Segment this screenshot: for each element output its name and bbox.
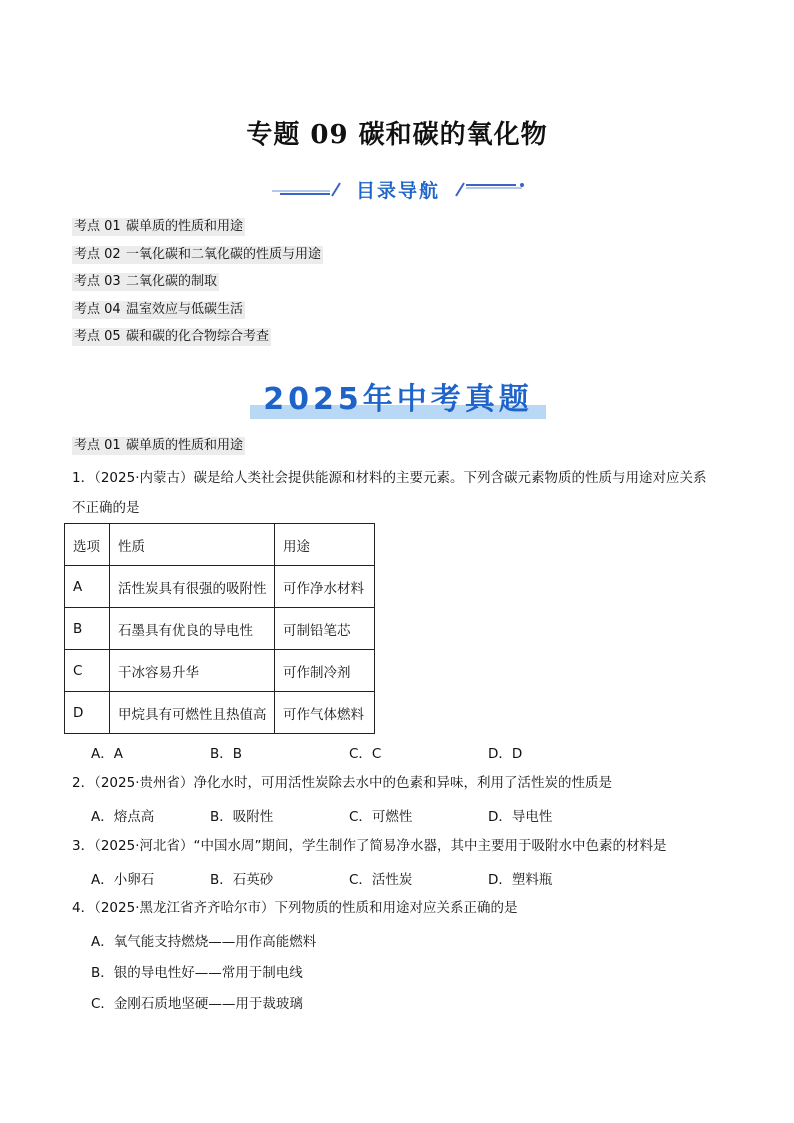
table-row	[65, 650, 375, 692]
toc-item[interactable]	[72, 218, 323, 246]
toc-text: 二氧化碳的制取	[126, 274, 218, 289]
table-row	[65, 566, 375, 608]
section-heading	[72, 434, 245, 453]
question-2-stem: 2．（2025·贵州省）净化水时，可用活性炭除去水中的色素和异味，利用了活性炭的性质是	[72, 775, 612, 791]
toc-code: 考点 04	[74, 301, 121, 317]
toc-banner	[270, 174, 526, 204]
choice-c[interactable]: C．活性炭	[349, 872, 413, 888]
question-1-table	[64, 523, 375, 734]
toc-label: 目录导航	[355, 180, 440, 202]
toc-item[interactable]	[72, 273, 323, 301]
toc-code: 考点 03	[74, 274, 121, 289]
table-header-cell: 选项	[65, 524, 110, 566]
section-text: 碳单质的性质和用途	[126, 438, 244, 453]
table-header-cell: 用途	[275, 524, 375, 566]
table-cell: 可作制冷剂	[275, 650, 375, 692]
toc-text: 温室效应与低碳生活	[126, 301, 244, 317]
table-cell: A	[65, 566, 110, 608]
toc-text: 碳和碳的化合物综合考查	[126, 329, 270, 344]
choice-c[interactable]: C．金刚石质地坚硬——用于裁玻璃	[91, 996, 303, 1012]
toc-code: 考点 05	[74, 329, 121, 344]
choice-b[interactable]: B．B	[210, 746, 243, 762]
table-cell: 活性炭具有很强的吸附性	[110, 566, 275, 608]
toc-text: 一氧化碳和二氧化碳的性质与用途	[126, 246, 322, 262]
question-3-choices	[91, 868, 552, 888]
table-row	[65, 692, 375, 734]
question-4-stem: 4．（2025·黑龙江省齐齐哈尔市）下列物质的性质和用途对应关系正确的是	[72, 900, 518, 916]
banner-text: 2025年中考真题	[263, 382, 533, 417]
choice-c[interactable]: C．可燃性	[349, 809, 413, 825]
section-code: 考点 01	[74, 438, 121, 453]
toc-item[interactable]	[72, 328, 323, 356]
toc-code: 考点 01	[74, 219, 121, 234]
table-cell: D	[65, 692, 110, 734]
table-cell: 干冰容易升华	[110, 650, 275, 692]
page-title: 专题 09 碳和碳的氧化物	[246, 120, 548, 150]
question-3-stem: 3．（2025·河北省）“中国水周”期间，学生制作了简易净水器，其中主要用于吸附水中色素的材料是	[72, 838, 667, 854]
table-cell: C	[65, 650, 110, 692]
question-1-choices	[91, 742, 522, 762]
table-header-row	[65, 524, 375, 566]
table-header-cell: 性质	[110, 524, 275, 566]
choice-b[interactable]: B．银的导电性好——常用于制电线	[91, 965, 303, 981]
choice-a[interactable]: A．熔点高	[91, 809, 155, 825]
table-of-contents	[72, 218, 323, 356]
table-cell: 可制铅笔芯	[275, 608, 375, 650]
choice-a[interactable]: A．小卵石	[91, 872, 155, 888]
choice-d[interactable]: D．塑料瓶	[488, 872, 553, 888]
choice-b[interactable]: B．吸附性	[210, 809, 274, 825]
toc-item[interactable]	[72, 246, 323, 274]
toc-code: 考点 02	[74, 246, 121, 262]
toc-text: 碳单质的性质和用途	[126, 219, 244, 234]
toc-item[interactable]	[72, 301, 323, 329]
choice-c[interactable]: C．C	[349, 746, 382, 762]
table-cell: B	[65, 608, 110, 650]
table-cell: 甲烷具有可燃性且热值高	[110, 692, 275, 734]
table-cell: 可作净水材料	[275, 566, 375, 608]
table-cell: 石墨具有优良的导电性	[110, 608, 275, 650]
table-row	[65, 608, 375, 650]
question-1-stem-cont: 不正确的是	[72, 500, 140, 516]
question-1-stem: 1．（2025·内蒙古）碳是给人类社会提供能源和材料的主要元素。下列含碳元素物质的性质与用途对应关系	[72, 470, 707, 486]
choice-b[interactable]: B．石英砂	[210, 872, 274, 888]
choice-d[interactable]: D．导电性	[488, 809, 553, 825]
exam-year-banner	[250, 374, 546, 420]
question-2-choices	[91, 805, 552, 825]
choice-a[interactable]: A．氧气能支持燃烧——用作高能燃料	[91, 934, 317, 950]
choice-d[interactable]: D．D	[488, 746, 523, 762]
table-cell: 可作气体燃料	[275, 692, 375, 734]
choice-a[interactable]: A．A	[91, 746, 123, 762]
